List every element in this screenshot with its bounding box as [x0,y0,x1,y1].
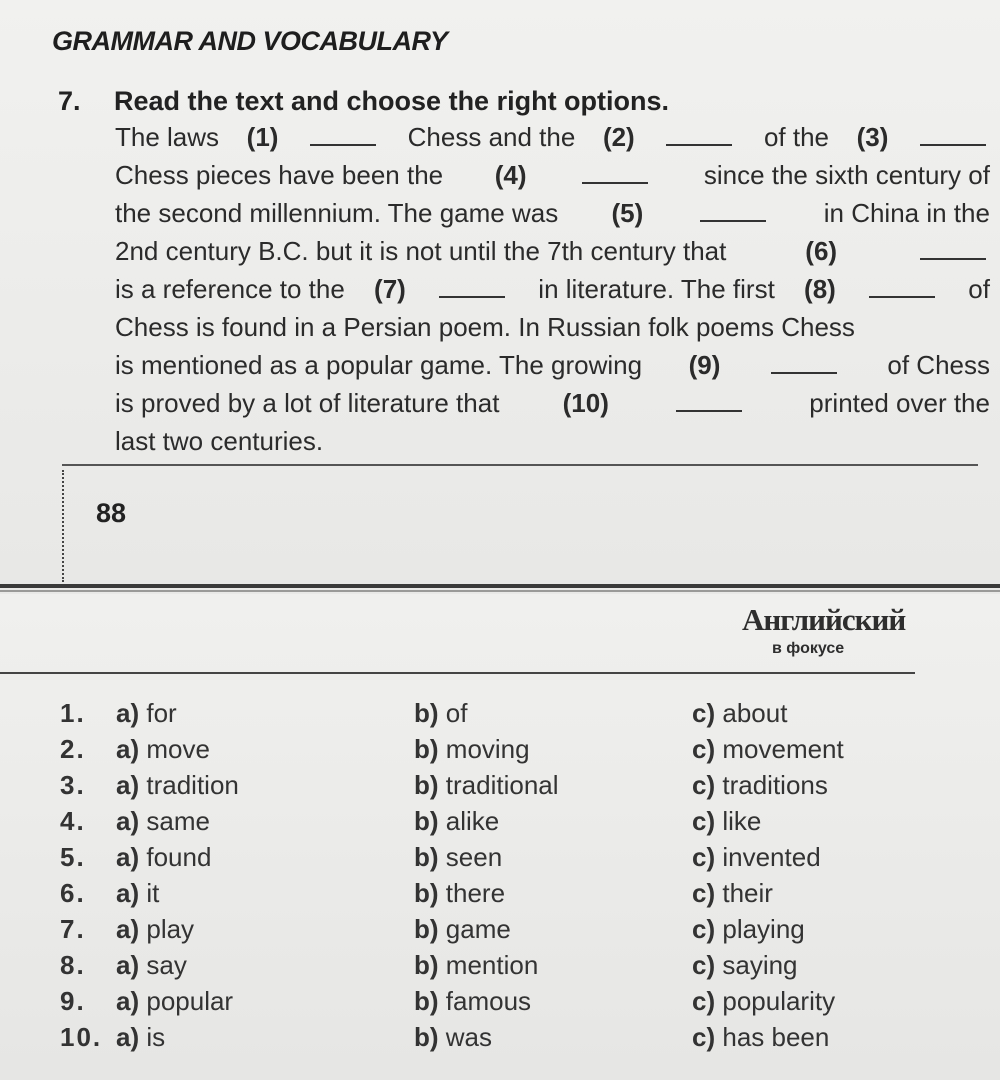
passage-text-segment: is a reference to the [115,274,345,304]
passage-line [115,122,990,158]
option-word: found [146,842,212,872]
option-letter: c) [692,698,716,728]
page-number: 88 [96,498,127,528]
option-word: traditions [722,770,828,800]
answer-blank [700,220,766,222]
passage-text-segment: in China in the [823,198,990,228]
answer-blank [920,144,986,146]
gap-number: (1) [246,122,279,152]
option-letter: a) [116,698,140,728]
passage-text-segment: last two centuries. [115,426,324,456]
option-b [414,734,530,765]
option-word: play [146,914,195,944]
option-a [116,770,239,801]
option-word: of [445,698,468,728]
option-letter: c) [692,734,716,764]
option-row [0,1022,1000,1058]
option-number: 5. [60,842,86,872]
option-letter: a) [116,806,140,836]
option-b [414,914,511,945]
option-row [0,806,1000,842]
option-row [0,734,1000,770]
option-word: popular [146,986,234,1016]
answer-blank [310,144,376,146]
option-c [692,950,798,981]
logo-divider [0,672,915,674]
option-a [116,1022,165,1053]
option-letter: b) [414,806,439,836]
passage-text-segment: is mentioned as a popular game. The growing [115,350,643,380]
section-title: GRAMMAR AND VOCABULARY [52,26,448,56]
option-word: traditional [445,770,559,800]
passage-text-segment: of the [763,122,829,152]
option-word: movement [722,734,844,764]
textbook-logo [742,602,917,662]
option-letter: a) [116,1022,140,1052]
option-c [692,878,773,909]
answer-blank [676,410,742,412]
passage-text-segment: of Chess [887,350,990,380]
option-letter: c) [692,914,716,944]
passage-text-segment: printed over the [809,388,990,418]
option-row [0,914,1000,950]
option-letter: b) [414,734,439,764]
option-row [0,878,1000,914]
option-b [414,878,505,909]
passage-text-segment: of [968,274,990,304]
option-a [116,950,187,981]
option-a [116,986,233,1017]
logo-subtitle: в фокусе [772,640,845,657]
gap-number: (8) [804,274,836,304]
answer-blank [666,144,732,146]
exercise-instruction: Read the text and choose the right options. [114,86,670,116]
option-word: playing [722,914,805,944]
option-word: it [146,878,160,908]
answer-blank [869,296,935,298]
passage-text-segment: The laws [115,122,220,152]
option-number: 2. [60,734,86,764]
option-b [414,806,499,837]
passage-line [115,198,990,234]
option-c [692,698,787,729]
option-word: alike [445,806,500,836]
option-a [116,878,159,909]
option-word: game [445,914,511,944]
option-letter: b) [414,878,439,908]
option-number: 9. [60,986,86,1016]
option-letter: b) [414,1022,439,1052]
passage-text-segment: since the sixth century of [703,160,990,190]
option-b [414,950,538,981]
option-c [692,914,805,945]
option-letter: c) [692,950,716,980]
option-b [414,842,502,873]
option-c [692,806,761,837]
option-word: move [146,734,210,764]
option-word: seen [445,842,503,872]
passage-text-segment: Chess is found in a Persian poem. In Russian folk poems Chess [115,312,855,342]
option-word: has been [722,1022,830,1052]
option-word: there [445,878,506,908]
answer-blank [771,372,837,374]
exercise-number: 7. [58,86,81,116]
option-letter: b) [414,770,439,800]
passage-divider [62,464,978,466]
answer-blank [920,258,986,260]
option-a [116,698,177,729]
option-number: 8. [60,950,86,980]
option-letter: a) [116,950,140,980]
option-letter: a) [116,878,140,908]
gap-number: (10) [562,388,609,418]
gap-number: (3) [856,122,889,152]
option-a [116,806,210,837]
option-word: famous [445,986,532,1016]
passage-line [115,236,990,272]
option-row [0,770,1000,806]
option-number: 10. [60,1022,103,1052]
option-a [116,914,194,945]
option-word: about [722,698,788,728]
option-letter: a) [116,734,140,764]
passage-line [115,160,990,196]
option-letter: a) [116,914,140,944]
option-letter: c) [692,1022,716,1052]
passage-text-segment: Chess pieces have been the [115,160,444,190]
passage-text-segment: Chess and the [407,122,576,152]
option-c [692,986,835,1017]
gap-number: (7) [374,274,406,304]
passage-line [115,350,990,386]
option-word: same [146,806,210,836]
option-a [116,734,210,765]
option-letter: b) [414,986,439,1016]
option-number: 7. [60,914,86,944]
option-number: 6. [60,878,86,908]
option-word: say [146,950,187,980]
option-b [414,1022,492,1053]
option-word: moving [445,734,530,764]
option-word: popularity [722,986,836,1016]
page-fold-line [0,584,1000,588]
passage-text-segment: in literature. The first [538,274,775,304]
option-row [0,698,1000,734]
option-letter: c) [692,770,716,800]
passage-text-segment: is proved by a lot of literature that [115,388,500,418]
option-word: their [722,878,773,908]
option-word: is [146,1022,166,1052]
option-letter: a) [116,986,140,1016]
passage-text-segment: 2nd century B.C. but it is not until the 7th century that [115,236,727,266]
option-b [414,986,531,1017]
option-letter: b) [414,914,439,944]
option-letter: c) [692,986,716,1016]
option-c [692,770,828,801]
option-word: invented [722,842,821,872]
option-b [414,770,559,801]
logo-title: Английский [742,602,906,637]
option-c [692,842,821,873]
option-word: like [722,806,762,836]
option-c [692,1022,829,1053]
option-number: 3. [60,770,86,800]
passage-text-segment: the second millennium. The game was [115,198,559,228]
option-letter: b) [414,950,439,980]
option-letter: a) [116,842,140,872]
option-number: 1. [60,698,86,728]
option-word: saying [722,950,798,980]
gap-number: (6) [805,236,838,266]
option-b [414,698,467,729]
gap-number: (5) [611,198,644,228]
answer-blank [582,182,648,184]
gap-number: (4) [494,160,527,190]
option-row [0,842,1000,878]
option-letter: b) [414,698,439,728]
gap-number: (2) [602,122,635,152]
option-row [0,950,1000,986]
option-letter: a) [116,770,140,800]
page-number-box [62,470,1000,582]
option-word: for [146,698,177,728]
option-number: 4. [60,806,86,836]
page-fold-shadow [0,590,1000,592]
option-word: mention [445,950,539,980]
option-letter: b) [414,842,439,872]
passage-line [115,388,990,424]
option-c [692,734,844,765]
option-word: was [445,1022,493,1052]
option-row [0,986,1000,1022]
passage-line [115,312,990,348]
passage-line [115,274,990,310]
answer-blank [439,296,505,298]
option-letter: c) [692,842,716,872]
option-letter: c) [692,878,716,908]
option-word: tradition [146,770,239,800]
option-a [116,842,211,873]
option-letter: c) [692,806,716,836]
passage-line [115,426,990,462]
gap-number: (9) [688,350,721,380]
